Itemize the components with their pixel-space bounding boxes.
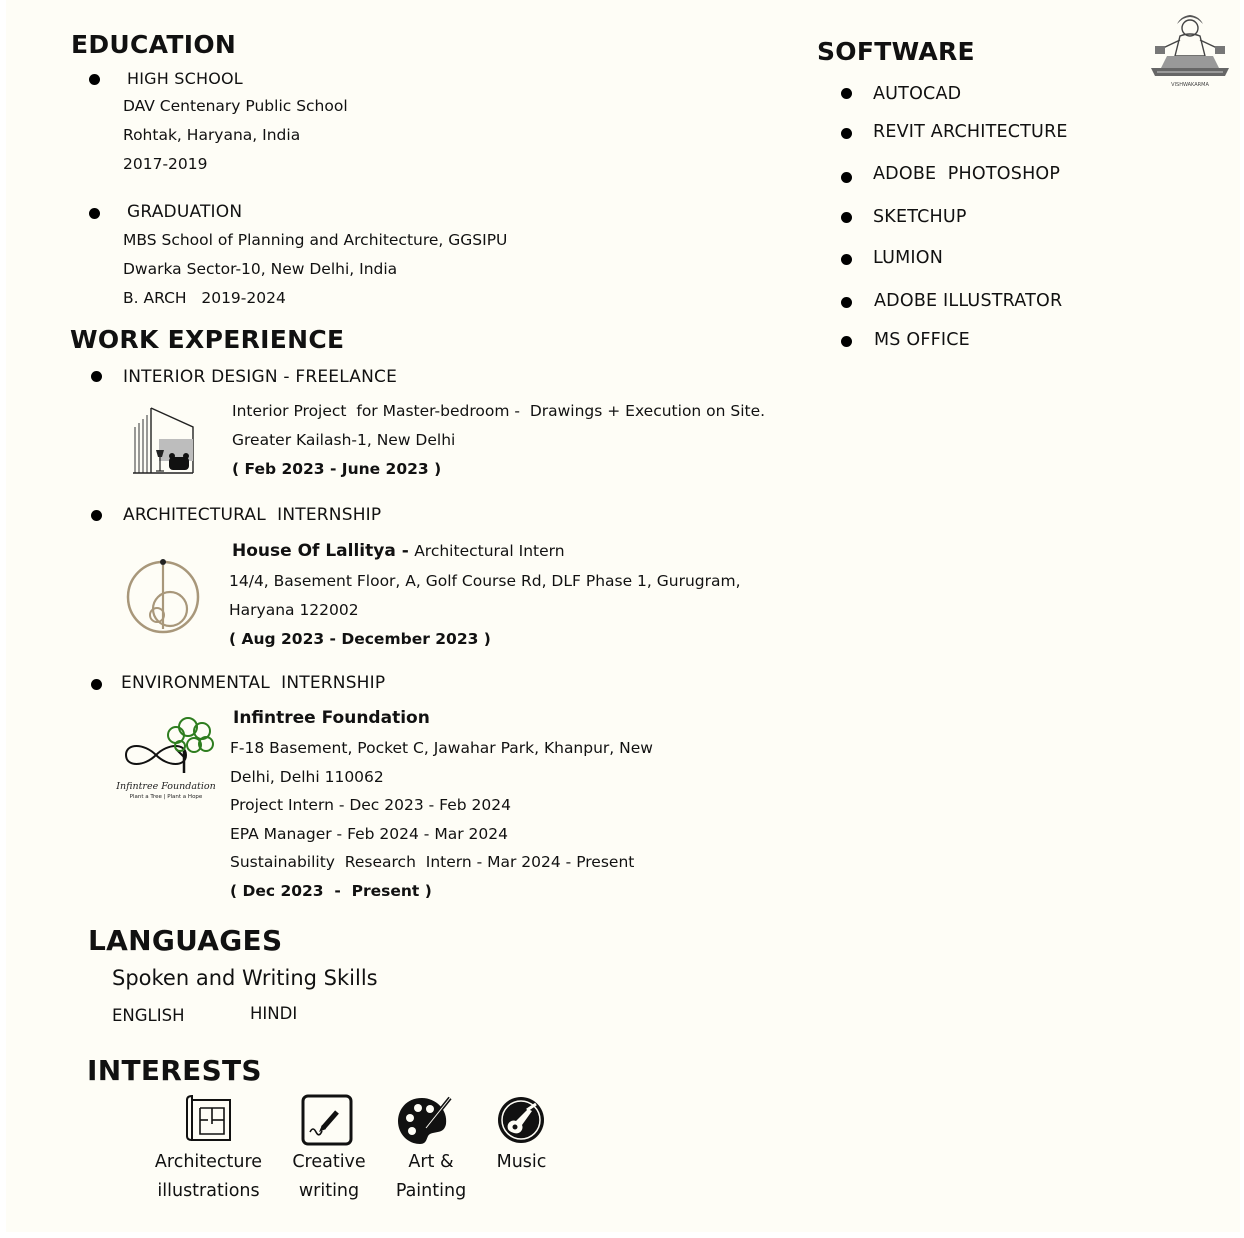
job-period: ( Feb 2023 - June 2023 ) — [232, 460, 442, 478]
interest-caption — [484, 1148, 559, 1177]
company-name: Infintree Foundation — [233, 708, 430, 728]
education-line: B. ARCH 2019-2024 — [123, 289, 286, 307]
education-title-highschool: HIGH SCHOOL — [127, 69, 243, 88]
interest-caption — [284, 1148, 374, 1206]
palette-icon — [396, 1094, 452, 1146]
language-english: ENGLISH — [112, 1006, 185, 1025]
job-location: Greater Kailash-1, New Delhi — [232, 431, 456, 449]
education-line: MBS School of Planning and Architecture, GGSIPU — [123, 231, 508, 249]
infintree-foundation-logo — [114, 715, 218, 807]
education-heading: EDUCATION — [71, 30, 237, 59]
vishwakarma-figure-logo — [1147, 10, 1233, 92]
job-period: ( Dec 2023 - Present ) — [230, 882, 432, 900]
software-item: ADOBE ILLUSTRATOR — [874, 291, 1063, 311]
blueprint-icon — [184, 1094, 234, 1144]
interest-label: Architecture — [154, 1152, 263, 1172]
seated-figure-illustration — [1147, 10, 1233, 82]
languages-subheading: Spoken and Writing Skills — [112, 966, 378, 990]
bullet — [841, 336, 852, 347]
logo-tagline: Plant a Tree | Plant a Hope — [129, 794, 203, 800]
interest-label: Art & — [408, 1152, 454, 1172]
logo-wordmark: Infintree Foundation — [116, 781, 216, 792]
bullet — [841, 297, 852, 308]
interest-label: Painting — [395, 1181, 467, 1201]
software-item: ADOBE PHOTOSHOP — [873, 164, 1061, 184]
job-role: EPA Manager - Feb 2024 - Mar 2024 — [230, 825, 508, 843]
job-role: Sustainability Research Intern - Mar 2024 - Present — [230, 853, 635, 871]
bullet — [841, 172, 852, 183]
job-description: Interior Project for Master-bedroom - Drawings + Execution on Site. — [232, 402, 766, 420]
education-line: 2017-2019 — [123, 155, 208, 173]
resume-page — [6, 0, 1240, 1232]
interest-label: writing — [298, 1181, 360, 1201]
interest-label: Music — [496, 1152, 547, 1172]
interest-label: Creative — [292, 1152, 366, 1172]
corner-logo-caption: VISHWAKARMA — [1171, 82, 1209, 88]
bullet — [89, 208, 100, 219]
job-title: ARCHITECTURAL INTERNSHIP — [123, 505, 382, 525]
languages-heading: LANGUAGES — [88, 924, 283, 957]
bullet — [841, 128, 852, 139]
interior-room-icon — [131, 405, 195, 477]
bullet — [91, 679, 102, 690]
software-item: SKETCHUP — [873, 207, 967, 227]
guitar-icon — [496, 1095, 546, 1145]
bullet — [91, 510, 102, 521]
bullet — [91, 371, 102, 382]
job-address: Delhi, Delhi 110062 — [230, 768, 384, 786]
software-item: REVIT ARCHITECTURE — [873, 122, 1068, 142]
interest-label: illustrations — [157, 1181, 260, 1201]
education-line: Dwarka Sector-10, New Delhi, India — [123, 260, 398, 278]
bullet — [841, 88, 852, 99]
job-address: 14/4, Basement Floor, A, Golf Course Rd, DLF Phase 1, Gurugram, — [229, 572, 741, 590]
software-item: LUMION — [873, 248, 944, 268]
bullet — [841, 212, 852, 223]
education-line: DAV Centenary Public School — [123, 97, 348, 115]
education-line: Rohtak, Haryana, India — [123, 126, 301, 144]
interests-heading: INTERESTS — [87, 1054, 262, 1087]
company-line — [232, 541, 565, 561]
software-item: AUTOCAD — [873, 84, 962, 104]
language-hindi: HINDI — [250, 1004, 298, 1023]
job-role: Project Intern - Dec 2023 - Feb 2024 — [230, 796, 511, 814]
job-address: F-18 Basement, Pocket C, Jawahar Park, Khanpur, New — [230, 739, 653, 757]
job-period: ( Aug 2023 - December 2023 ) — [229, 630, 491, 648]
house-of-lallitya-logo — [124, 557, 202, 635]
bullet — [89, 74, 100, 85]
education-title-graduation: GRADUATION — [127, 202, 243, 222]
bullet — [841, 254, 852, 265]
pen-writing-icon — [301, 1094, 353, 1146]
infinity-tree-icon — [114, 715, 218, 785]
software-item: MS OFFICE — [874, 330, 970, 350]
job-title: ENVIRONMENTAL INTERNSHIP — [121, 673, 386, 693]
interest-caption — [146, 1148, 271, 1206]
work-experience-heading: WORK EXPERIENCE — [70, 325, 345, 354]
job-title: INTERIOR DESIGN - FREELANCE — [123, 367, 398, 387]
company-name: House Of Lallitya - — [232, 541, 409, 561]
job-address: Haryana 122002 — [229, 601, 359, 619]
interest-caption — [386, 1148, 476, 1206]
job-role: Architectural Intern — [414, 542, 565, 560]
software-heading: SOFTWARE — [817, 37, 975, 66]
